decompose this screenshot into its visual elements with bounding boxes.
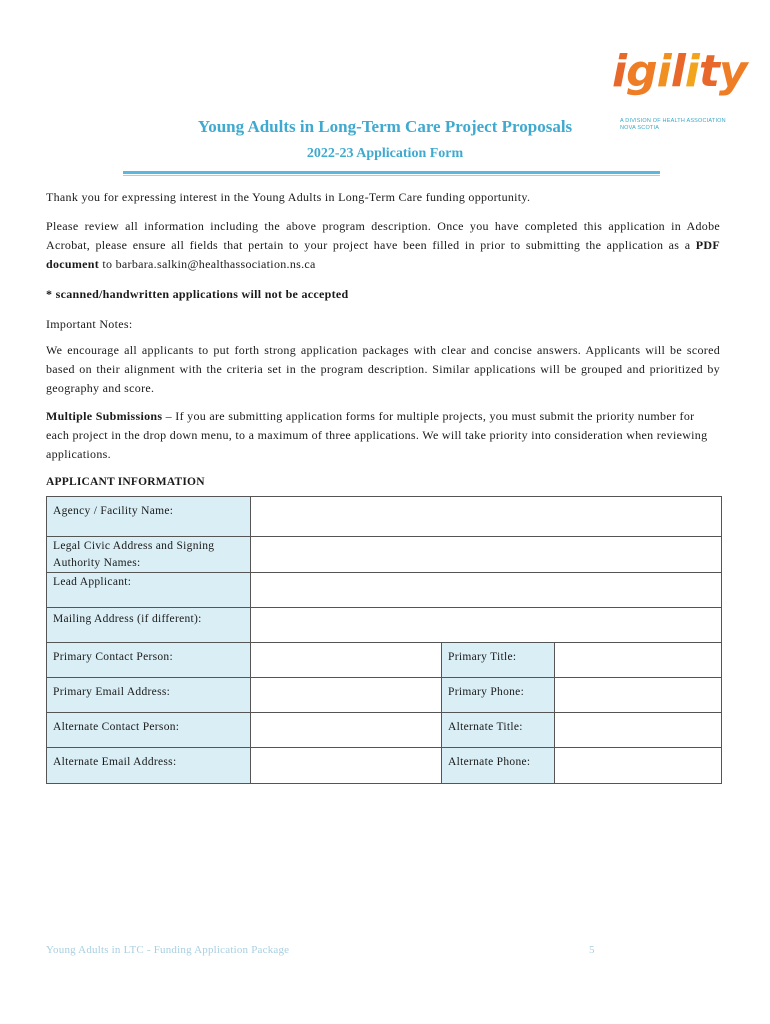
footer-document-title: Young Adults in LTC - Funding Application Package xyxy=(46,944,290,956)
notes-paragraph: We encourage all applicants to put forth strong application packages with clear and concise answers. Applicants will be scored based on their alignment with the criteria set in the program description. Similar applications will be grouped and prioritized by geography and score. xyxy=(46,343,720,395)
table-row xyxy=(47,643,722,678)
legal-address-label: Legal Civic Address and Signing Authority Names: xyxy=(47,537,251,573)
applicant-information-heading: APPLICANT INFORMATION xyxy=(46,476,205,488)
multiple-submissions-paragraph xyxy=(46,407,720,464)
title-divider xyxy=(123,171,660,174)
scanned-warning: * scanned/handwritten applications will not be accepted xyxy=(46,287,349,301)
primary-contact-label: Primary Contact Person: xyxy=(47,643,251,678)
primary-contact-field[interactable] xyxy=(251,643,442,678)
title-divider-thin xyxy=(123,175,660,176)
table-row xyxy=(47,713,722,748)
primary-phone-field[interactable] xyxy=(555,678,722,713)
mailing-address-field[interactable] xyxy=(251,608,722,643)
table-row xyxy=(47,678,722,713)
important-notes-heading: Important Notes: xyxy=(46,317,133,331)
page-number: 5 xyxy=(589,944,595,956)
alternate-title-label: Alternate Title: xyxy=(442,713,555,748)
alternate-phone-field[interactable] xyxy=(555,748,722,784)
logo-subtitle: A DIVISION OF HEALTH ASSOCIATION NOVA SCOTIA xyxy=(620,118,726,131)
primary-phone-label: Primary Phone: xyxy=(442,678,555,713)
intro-paragraph-2 xyxy=(46,217,720,274)
submission-email: to barbara.salkin@healthassociation.ns.ca xyxy=(99,257,316,271)
intro-paragraph-1: Thank you for expressing interest in the Young Adults in Long-Term Care funding opportunity. xyxy=(46,190,531,204)
alternate-contact-label: Alternate Contact Person: xyxy=(47,713,251,748)
lead-applicant-field[interactable] xyxy=(251,573,722,608)
legal-address-field[interactable] xyxy=(251,537,722,573)
lead-applicant-label: Lead Applicant: xyxy=(47,573,251,608)
table-row xyxy=(47,608,722,643)
primary-email-field[interactable] xyxy=(251,678,442,713)
page-subtitle: 2022-23 Application Form xyxy=(306,146,464,161)
multiple-submissions-text: – If you are submitting application forms for multiple projects, you must submit the priority number for each project in the drop down menu, to a maximum of three applications. We will take priority into consideration when reviewing applications. xyxy=(46,409,708,461)
primary-email-label: Primary Email Address: xyxy=(47,678,251,713)
alternate-email-field[interactable] xyxy=(251,748,442,784)
applicant-information-table xyxy=(46,496,722,784)
pdf-document-emphasis: PDF document xyxy=(46,238,720,271)
agency-name-field[interactable] xyxy=(251,497,722,537)
alternate-title-field[interactable] xyxy=(555,713,722,748)
page-title: Young Adults in Long-Term Care Project Proposals xyxy=(197,117,573,136)
intro-paragraph-2-text: Please review all information including the above program description. Once you have completed this application in Adobe Acrobat, please ensure all fields that pertain to your project have been filled in prior to submitting the application as a xyxy=(46,219,720,252)
multiple-submissions-label: Multiple Submissions xyxy=(46,409,163,423)
agency-name-label: Agency / Facility Name: xyxy=(47,497,251,537)
primary-title-label: Primary Title: xyxy=(442,643,555,678)
mailing-address-label: Mailing Address (if different): xyxy=(47,608,251,643)
table-row xyxy=(47,497,722,537)
table-row xyxy=(47,573,722,608)
alternate-phone-label: Alternate Phone: xyxy=(442,748,555,784)
alternate-contact-field[interactable] xyxy=(251,713,442,748)
table-row xyxy=(47,748,722,784)
table-row xyxy=(47,537,722,573)
primary-title-field[interactable] xyxy=(555,643,722,678)
logo-wordmark: igility xyxy=(612,46,747,97)
alternate-email-label: Alternate Email Address: xyxy=(47,748,251,784)
